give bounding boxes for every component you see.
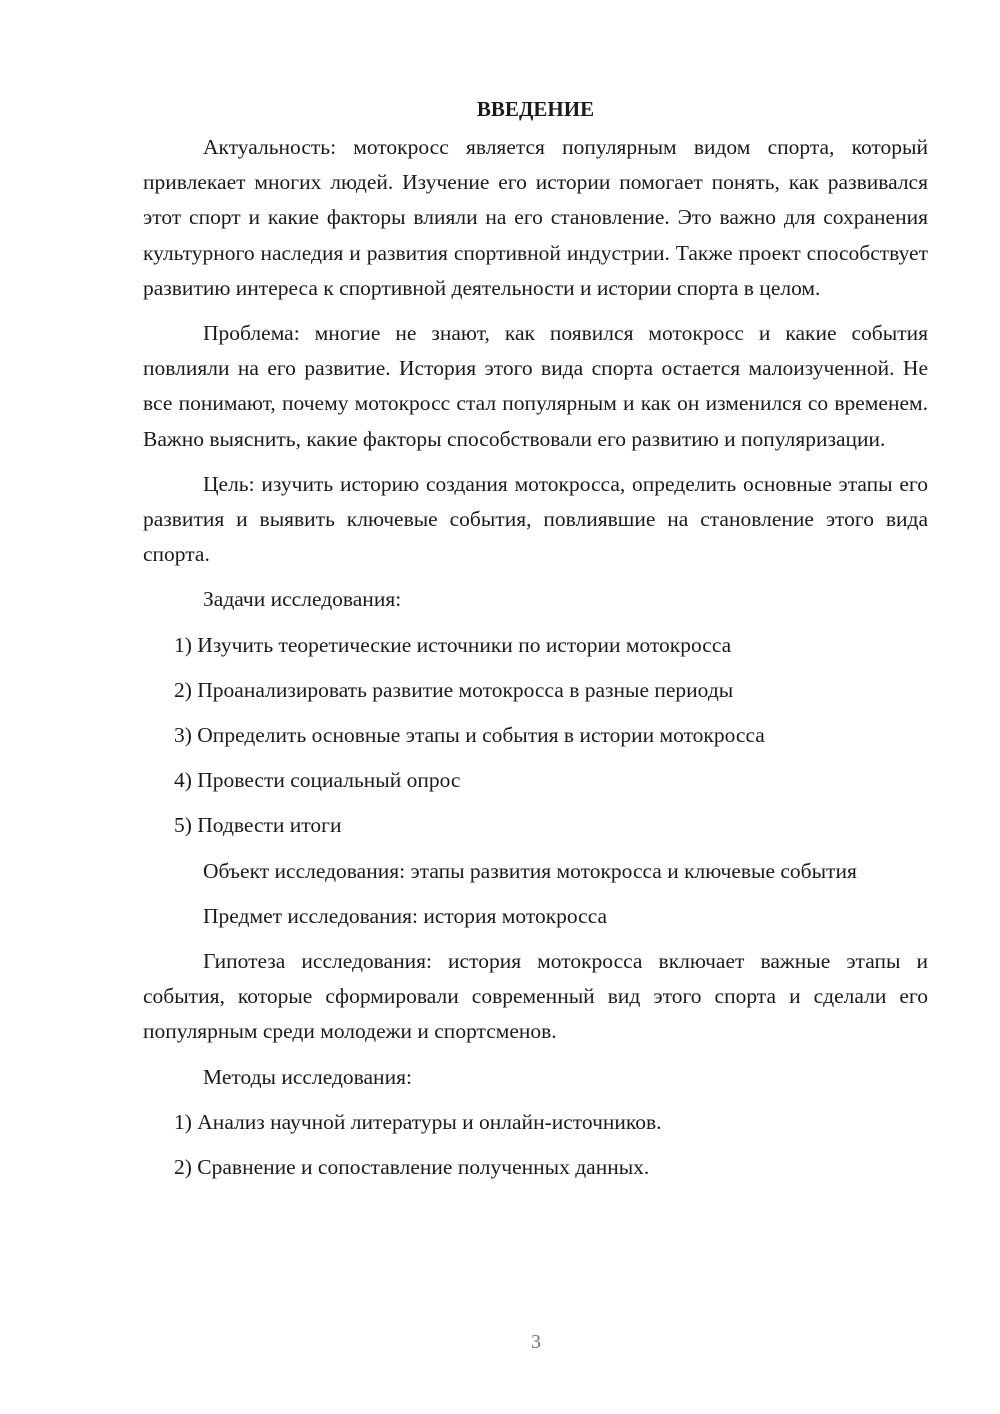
methods-heading: Методы исследования:	[203, 1064, 412, 1089]
tasks-list	[143, 628, 928, 844]
list-item: 1) Изучить теоретические источники по истории мотокросса	[174, 632, 732, 657]
goal-paragraph: Цель: изучить историю создания мотокросса, определить основные этапы его развития и выявить ключевые события, повлиявшие на становление этого вида спорта.	[143, 471, 928, 567]
document-page	[143, 92, 928, 1195]
page-number: 3	[531, 1331, 541, 1353]
list-item: 2) Сравнение и сопоставление полученных данных.	[174, 1155, 650, 1180]
methods-list	[143, 1105, 928, 1185]
list-item: 4) Провести социальный опрос	[174, 768, 461, 793]
tasks-heading: Задачи исследования:	[203, 587, 402, 612]
subject-paragraph: Предмет исследования: история мотокросса	[203, 903, 608, 928]
list-item: 1) Анализ научной литературы и онлайн-источников.	[174, 1109, 662, 1134]
problem-paragraph: Проблема: многие не знают, как появился мотокросс и какие события повлияли на его развитие. История этого вида спорта остается малоизученной. Не все понимают, почему мотокросс стал популярным и как он изменился со временем. Важно выяснить, какие факторы способствовали его развитию и популяризации.	[143, 321, 928, 451]
list-item: 2) Проанализировать развитие мотокросса в разные периоды	[174, 677, 734, 702]
object-paragraph: Объект исследования: этапы развития мотокросса и ключевые события	[203, 858, 857, 883]
section-title: ВВЕДЕНИЕ	[476, 97, 595, 121]
list-item: 5) Подвести итоги	[174, 813, 342, 838]
list-item: 3) Определить основные этапы и события в истории мотокросса	[174, 723, 765, 748]
relevance-paragraph: Актуальность: мотокросс является популярным видом спорта, который привлекает многих людей. Изучение его истории помогает понять, как развивался этот спорт и какие факторы влияли на его становление. Это важно для сохранения культурного наследия и развития спортивной индустрии. Также проект способствует развитию интереса к спортивной деятельности и истории спорта в целом.	[143, 135, 928, 300]
hypothesis-paragraph: Гипотеза исследования: история мотокросса включает важные этапы и события, которые сформировали современный вид этого спорта и сделали его популярным среди молодежи и спортсменов.	[143, 949, 928, 1044]
